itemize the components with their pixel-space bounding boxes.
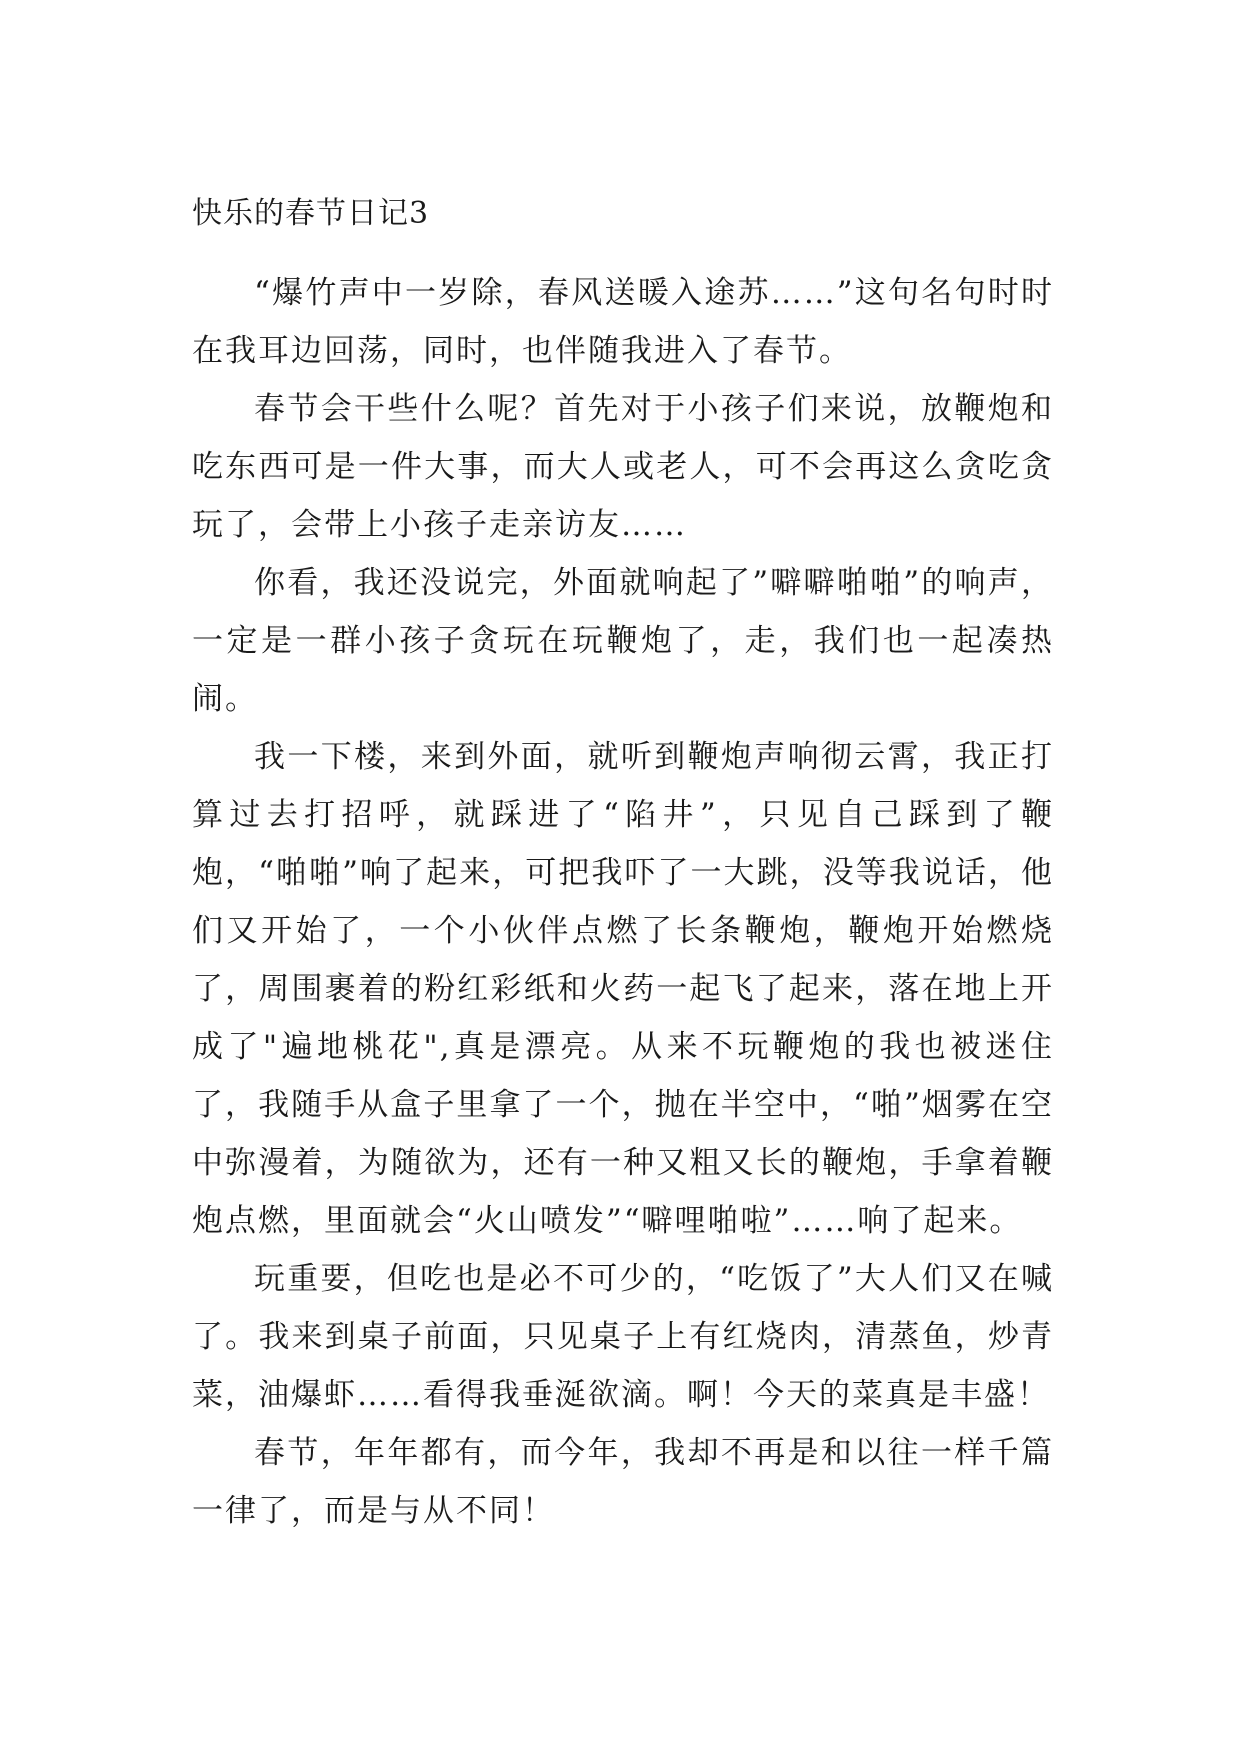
paragraph-3: 你看，我还没说完，外面就响起了”噼噼啪啪”的响声，一定是一群小孩子贪玩在玩鞭炮了，走，我们也一起凑热闹。	[192, 565, 1054, 717]
paragraph-5: 玩重要，但吃也是必不可少的，“吃饭了”大人们又在喊了。我来到桌子前面，只见桌子上有红烧肉，清蒸鱼，炒青菜，油爆虾……看得我垂涎欲滴。啊！今天的菜真是丰盛！	[192, 1261, 1054, 1413]
document-body	[192, 194, 1054, 1540]
paragraph-1: “爆竹声中一岁除，春风送暖入途苏……”这句名句时时在我耳边回荡，同时，也伴随我进入了春节。	[192, 275, 1054, 369]
paragraph-2: 春节会干些什么呢？首先对于小孩子们来说，放鞭炮和吃东西可是一件大事，而大人或老人，可不会再这么贪吃贪玩了，会带上小孩子走亲访友……	[192, 391, 1054, 543]
document-title: 快乐的春节日记3	[192, 196, 430, 231]
paragraph-6: 春节，年年都有，而今年，我却不再是和以往一样千篇一律了，而是与从不同！	[192, 1435, 1054, 1529]
paragraph-4: 我一下楼，来到外面，就听到鞭炮声响彻云霄，我正打算过去打招呼，就踩进了“陷井”，只见自己踩到了鞭炮，“啪啪”响了起来，可把我吓了一大跳，没等我说话，他们又开始了，一个小伙伴点燃了长条鞭炮，鞭炮开始燃烧了，周围裹着的粉红彩纸和火药一起飞了起来，落在地上开成了"遍地桃花",真是漂亮。从来不玩鞭炮的我也被迷住了，我随手从盒子里拿了一个，抛在半空中，“啪”烟雾在空中弥漫着，为随欲为，还有一种又粗又长的鞭炮，手拿着鞭炮点燃，里面就会“火山喷发”“噼哩啪啦”……响了起来。	[192, 739, 1054, 1239]
